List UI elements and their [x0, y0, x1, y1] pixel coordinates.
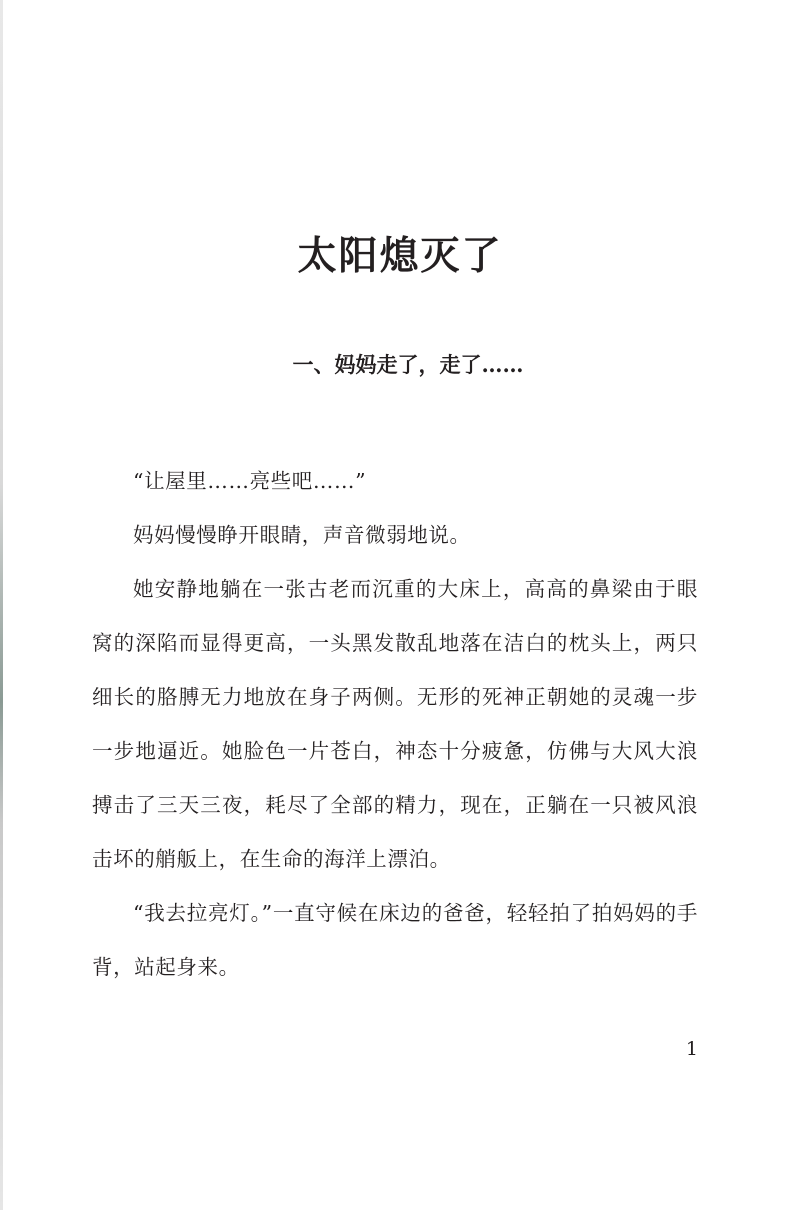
chapter-title: 太阳熄灭了 — [297, 233, 503, 279]
paragraph: “让屋里……亮些吧……” — [133, 469, 367, 493]
section-title: 一、妈妈走了，走了…… — [292, 352, 524, 377]
paragraph: “我去拉亮灯。”一直守候在床边的爸爸，轻轻拍了拍妈妈的手背，站起身来。 — [92, 901, 698, 979]
page-number: 1 — [685, 1038, 698, 1060]
paragraph: 她安静地躺在一张古老而沉重的大床上，高高的鼻梁由于眼窝的深陷而显得更高，一头黑发散乱地落在洁白的枕头上，两只细长的胳膊无力地放在身子两侧。无形的死神正朝她的灵魂一步一步地逼近。她脸色一片苍白，神态十分疲惫，仿佛与大风大浪搏击了三天三夜，耗尽了全部的精力，现在，正躺在一只被风浪击坏的艄舨上，在生命的海洋上漂泊。 — [92, 577, 698, 871]
paragraph: 妈妈慢慢睁开眼睛，声音微弱地说。 — [133, 523, 471, 547]
body-text — [92, 454, 698, 994]
